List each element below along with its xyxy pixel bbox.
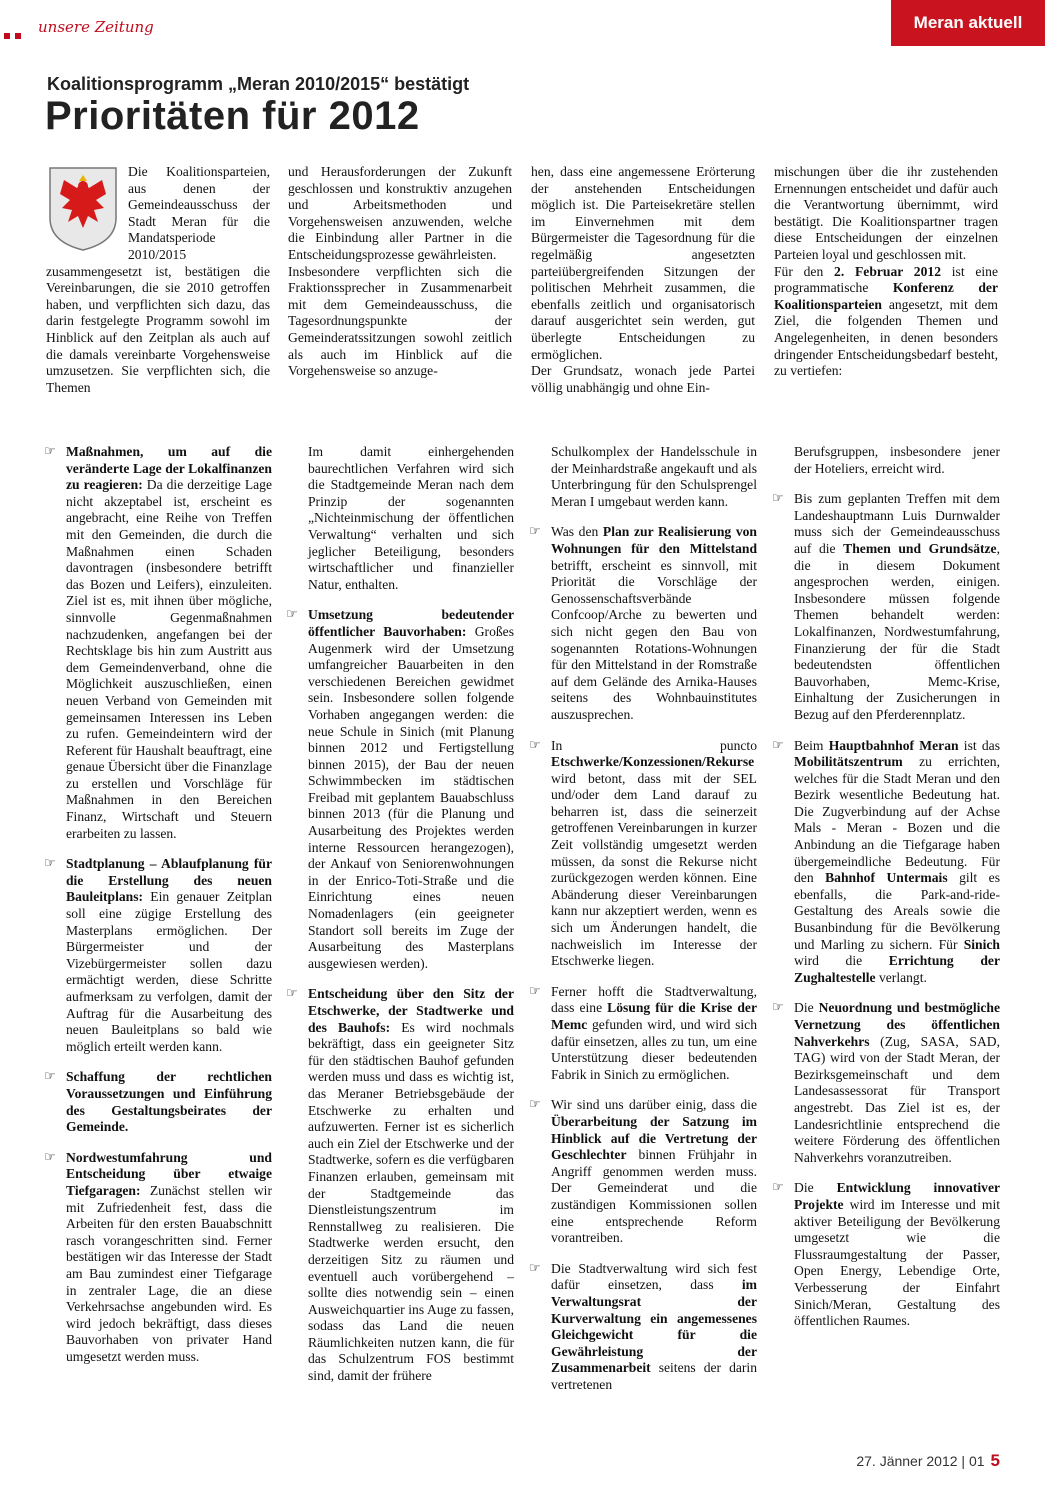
list-item: ☞ In puncto Etschwerke/Konzessionen/Rekurse wird betont, dass mit der SEL und/oder dem Land darauf zu beharren ist, dass die seinerzeit getroffenen Vereinbarungen in kurzer Zeit vollständig umgesetzt werden müssen, da sonst die Rekurse nicht zurückgezogen werden können. Eine Abänderung dieser Vereinbarungen kann nur akzeptiert werden, wenn es sich um Änderungen handelt, die nachweislich im Interesse der Etschwerke liegen. (529, 737, 757, 969)
list-item: ☞ Die Stadtverwaltung wird sich fest dafür einsetzen, dass im Verwaltungsrat der Kurverwaltung ein angemessenes Gleichgewicht für die Gewährleistung der Zusammenarbeit seitens der darin vertretenen (529, 1260, 757, 1392)
pointing-hand-icon: ☞ (44, 1149, 56, 1165)
pointing-hand-icon: ☞ (286, 607, 298, 623)
list-item: ☞ Bis zum geplanten Treffen mit dem Landeshauptmann Luis Durnwalder muss sich der Gemeindeausschuss auf die Themen und Grundsätze, die in diesem Dokument angesprochen werden, einigen. Insbesondere müssen folgende Themen behandelt werden: Lokalfinanzen, Nordwestumfahrung, Finanzierung der für die Stadt bedeutendsten öffentlichen Bauvorhaben, Memc-Krise, Einhaltung der Zusicherungen in Bezug auf den Pferderennplatz. (772, 491, 1001, 722)
pointing-hand-icon: ☞ (772, 737, 784, 753)
section-tag: Meran aktuell (891, 0, 1045, 46)
list-column-3 (529, 444, 757, 1407)
pointing-hand-icon: ☞ (529, 524, 541, 540)
list-item: ☞ Schaffung der rechtlichen Voraussetzungen und Einführung des Gestaltungsbeirates der Gemeinde. (44, 1069, 272, 1135)
pointing-hand-icon: ☞ (529, 1260, 541, 1276)
publication-logo: unsere Zeitung (38, 18, 154, 36)
intro-text-4b: Für den 2. Februar 2012 ist eine programmatische Konferenz der Koalitionsparteien angesetzt, mit dem Ziel, die folgenden Themen und Angelegenheiten, in denen besonders dringender Entscheidungsbedarf besteht, zu vertiefen: (774, 263, 999, 379)
list-column-1 (44, 444, 272, 1379)
intro-column-3 (531, 164, 755, 396)
page-footer (856, 1451, 1000, 1471)
list-item: ☞ Wir sind uns darüber einig, dass die Überarbeitung der Satzung im Hinblick auf die Vertretung der Geschlechter binnen Frühjahr in Angriff genommen werden muss. Der Gemeinderat und die zuständigen Kommissionen sollen eine entsprechende Reform vorantreiben. (529, 1097, 757, 1246)
list-item: ☞ Die Neuordnung und bestmögliche Vernetzung des öffentlichen Nahverkehrs (Zug, SASA, SAD, TAG) wird von der Stadt Meran, der Bezirksgemeinschaft und dem Landesassessorat für Transport angestrebt. Das Ziel ist es, der Landesrichtlinie entsprechend die weitere Förderung des öffentlichen Nahverkehrs voranzutreiben. (772, 1000, 1000, 1165)
pointing-hand-icon: ☞ (44, 856, 56, 872)
pointing-hand-icon: ☞ (529, 1097, 541, 1113)
list-column-4 (772, 444, 1000, 1344)
intro-text-4a: mischungen über die ihr zustehenden Ernennungen entscheidet und dafür auch die Verantwortung übernimmt, wird bestätigt. Die Koalitionspartner tragen diese Entscheidungen der einzelnen Parteien loyal und geschlossen mit. (774, 164, 998, 262)
intro-text-2a: und Herausforderungen der Zukunft geschlossen und konstruktiv anzugehen und Arbeitsmethoden und Vorgehensweisen anzuwenden, welche die Einbindung aller Partner in die Entscheidungsprozesse gewährleisten. (288, 164, 512, 262)
list-item-continuation: Im damit einhergehenden baurechtlichen Verfahren wird sich die Stadtgemeinde Meran nach dem Prinzip der sogenannten „Nichteinmischung der öffentlichen Verwaltung“ verhalten und sich jeglicher Beteiligung, besonders wirtschaftlicher und finanzieller Natur, enthalten. (308, 444, 514, 592)
list-item: ☞ Umsetzung bedeutender öffentlicher Bauvorhaben: Großes Augenmerk wird der Umsetzung umfangreicher Bauarbeiten in den verschiedenen Bereichen gewidmet sein. Insbesondere sollen folgende Vorhaben angegangen werden: die neue Schule in Sinich (mit Planung binnen 2012 und Fertigstellung binnen 2015), der Bau der neuen Schwimmbecken im städtischen Freibad mit geplantem Bauabschluss binnen 2013 (für die Planung und Ausarbeitung des Projektes werden interne Ressourcen herangezogen), der Ankauf von Seniorenwohnungen in der Enrico-Toti-Straße und die Einrichtung eines neuen Nomadenlagers (ein geeigneter Standort soll bereits im Zuge der Ausarbeitung des Masterplans ausgewiesen werden). (286, 607, 514, 971)
list-item: ☞ Was den Plan zur Realisierung von Wohnungen für den Mittelstand betrifft, erscheint es sinnvoll, mit Priorität die Vorschläge der Genossenschaftsverbände Confcoop/Arche zu bewerten und sich nicht gegen den Bau von sogenannten Rotations-Wohnungen für den Mittelstand in der Romstraße auf dem Gelände des Arnika-Hauses seitens des Wohnbauinstitutes auszusprechen. (529, 524, 757, 722)
intro-column-4 (774, 164, 998, 380)
pointing-hand-icon: ☞ (772, 1000, 784, 1016)
list-item: ☞ Maßnahmen, um auf die veränderte Lage der Lokalfinanzen zu reagieren: Da die derzeitige Lage nicht akzeptabel ist, erscheint es angebracht, eine Reihe von Treffen mit den Gemeinden, die durch die Maßnahmen einen Schaden davontragen (insbesondere betrifft das Bozen und Leifers), einzuleiten. Ziel ist es, mit ihnen über mögliche, sinnvolle Gegenmaßnahmen nachzudenken, angefangen bei der Rechtsklage bis hin zum Austritt aus dem Gemeindenverband, ohne die Möglichkeit auszuschließen, einen neuen Verband von Gemeinden mit gemeinsamen Interessen ins Leben zu rufen. Gemeindeintern wird der Referent für Haushalt beauftragt, eine genaue Übersicht über die Finanzlage zu erstellen und Vorschläge für Maßnahmen in den Bereichen Finanz, Wirtschaft und Steuern erarbeiten zu lassen. (44, 444, 272, 841)
list-item: ☞ Ferner hofft die Stadtverwaltung, dass eine Lösung für die Krise der Memc gefunden wird, und wird sich dafür einsetzen, alles zu tun, um eine Unterstützung dieser bedeutenden Fabrik in Sinich zu ermöglichen. (529, 983, 757, 1082)
pointing-hand-icon: ☞ (529, 737, 541, 753)
intro-text-3a: hen, dass eine angemessene Erörterung der anstehenden Entscheidungen möglich ist. Die Parteisekretäre stellen im Einvernehmen mit dem Bürgermeister die Tagesordnung für die regelmäßig angesetzten parteiübergreifenden Sitzungen der politischen Mehrheit zusammen, die ebenfalls zeitlich und organisatorisch darauf ausgerichtet sein werden, gut überlegte Entscheidungen zu ermöglichen. (531, 164, 755, 362)
list-item: ☞ Nordwestumfahrung und Entscheidung über etwaige Tiefgaragen: Zunächst stellen wir mit Zufriedenheit fest, dass die Arbeiten für den ersten Bauabschnitt rasch vorangeschritten sind. Ferner bestätigen wir das Interesse der Stadt am Bau zumindest einer Tiefgarage in zentraler Lage, die an diese Verkehrsachse angebunden wird. Es wird jedoch bekräftigt, dass dieses Bauvorhaben von privater Hand umgesetzt werden muss. (44, 1149, 272, 1364)
pointing-hand-icon: ☞ (772, 1180, 784, 1196)
list-item: ☞ Stadtplanung – Ablaufplanung für die Erstellung des neuen Bauleitplans: Ein genauer Zeitplan soll eine zügige Erstellung des Masterplans ermöglichen. Der Bürgermeister und der Vizebürgermeister sollen dazu ermächtigt werden, diese Schritte aufmerksam zu verfolgen, damit der Auftrag für die Ausarbeitung des neuen Bauleitplans so bald wie möglich erteilt werden kann. (44, 856, 272, 1054)
eagle-crest-icon (46, 166, 120, 252)
pointing-hand-icon: ☞ (44, 1069, 56, 1085)
intro-column-1 (46, 164, 270, 396)
issue-date: 27. Jänner 2012 | 01 (856, 1453, 985, 1469)
pointing-hand-icon: ☞ (286, 986, 298, 1002)
list-item-continuation: Schulkomplex der Handelsschule in der Meinhardstraße angekauft und als Unterbringung für den Schulsprengel Meran I umgebaut werden kann. (551, 444, 757, 509)
header-dots (4, 26, 26, 44)
article-kicker: Koalitionsprogramm „Meran 2010/2015“ bestätigt (47, 74, 470, 94)
article-headline: Prioritäten für 2012 (45, 94, 420, 138)
pointing-hand-icon: ☞ (772, 491, 784, 507)
intro-text-3b: Der Grundsatz, wonach jede Partei völlig unabhängig und ohne Ein- (531, 363, 755, 395)
list-item: ☞ Entscheidung über den Sitz der Etschwerke, der Stadtwerke und des Bauhofs: Es wird nochmals bekräftigt, dass ein geeigneter Sitz für den städtischen Bauhof gefunden werden muss und dass es wichtig ist, das Meraner Betriebsgebäude der Etschwerke zu erhalten und aufzuwerten. Ferner ist es sicherlich auch ein Ziel der Etschwerke und der Stadtwerke, sofern es die verfügbaren Finanzen erlauben, gemeinsam mit der Stadtgemeinde das Dienstleistungszentrum im Rennstallweg zu realisieren. Die Stadtwerke werden ersucht, den derzeitigen Sitz zu räumen und eventuell auch vorübergehend – sollte dies notwendig sein – einen Ausweichquartier ins Auge zu fassen, sodass das Land die neuen Räumlichkeiten nutzen kann, die für das Schulzentrum FOS bestimmt sind, damit der frühere (286, 986, 514, 1384)
pointing-hand-icon: ☞ (44, 444, 56, 459)
intro-text-2b: Insbesondere verpflichten sich die Fraktionssprecher in Zusammenarbeit mit dem Gemeindeausschuss, die Tagesordnungspunkte der Gemeinderatssitzungen sowohl zeitlich als auch im Hinblick auf die Vorgehensweise so anzuge- (288, 263, 512, 379)
list-column-2 (286, 444, 514, 1399)
list-item-continuation: Berufsgruppen, insbesondere jener der Hoteliers, erreicht wird. (794, 444, 1000, 476)
page-number: 5 (990, 1451, 1000, 1470)
list-item: ☞ Die Entwicklung innovativer Projekte wird im Interesse und mit aktiver Beteiligung der Bevölkerung umgesetzt wie die Flussraumgestaltung der Passer, Open Energy, Lebendige Orte, Verbesserung der Einfahrt Sinich/Meran, Gestaltung des öffentlichen Raumes. (772, 1180, 1001, 1329)
intro-column-2 (288, 164, 512, 380)
list-item: ☞ Beim Hauptbahnhof Meran ist das Mobilitätszentrum zu errichten, welches für die Stadt Meran und den Bezirk wesentliche Bedeutung hat. Die Zugverbindung auf der Achse Mals - Meran - Bozen und die Anbindung an die Tiefgarage haben übergemeindliche Bedeutung. Für den Bahnhof Untermais gilt es ebenfalls, die Park-and-ride-Gestaltung des Areals sowie die Busanbindung für die Bevölkerung und Marling zu sichern. Für Sinich wird die Errichtung der Zughaltestelle verlangt. (772, 737, 1000, 985)
intro-text-1: Die Koalitionsparteien, aus denen der Gemeindeausschuss der Stadt Meran für die Mandatsperiode 2010/2015 zusammengesetzt ist, bestätigen die Vereinbarungen, die sie 2010 getroffen haben, und verpflichten sich dazu, das darin festgelegte Programm sowohl im Hinblick auf den Zeitplan als auch auf die damals vereinbarte Vorgehensweise umzusetzen. Sie verpflichten sich, die Themen (46, 164, 270, 395)
pointing-hand-icon: ☞ (529, 983, 541, 999)
